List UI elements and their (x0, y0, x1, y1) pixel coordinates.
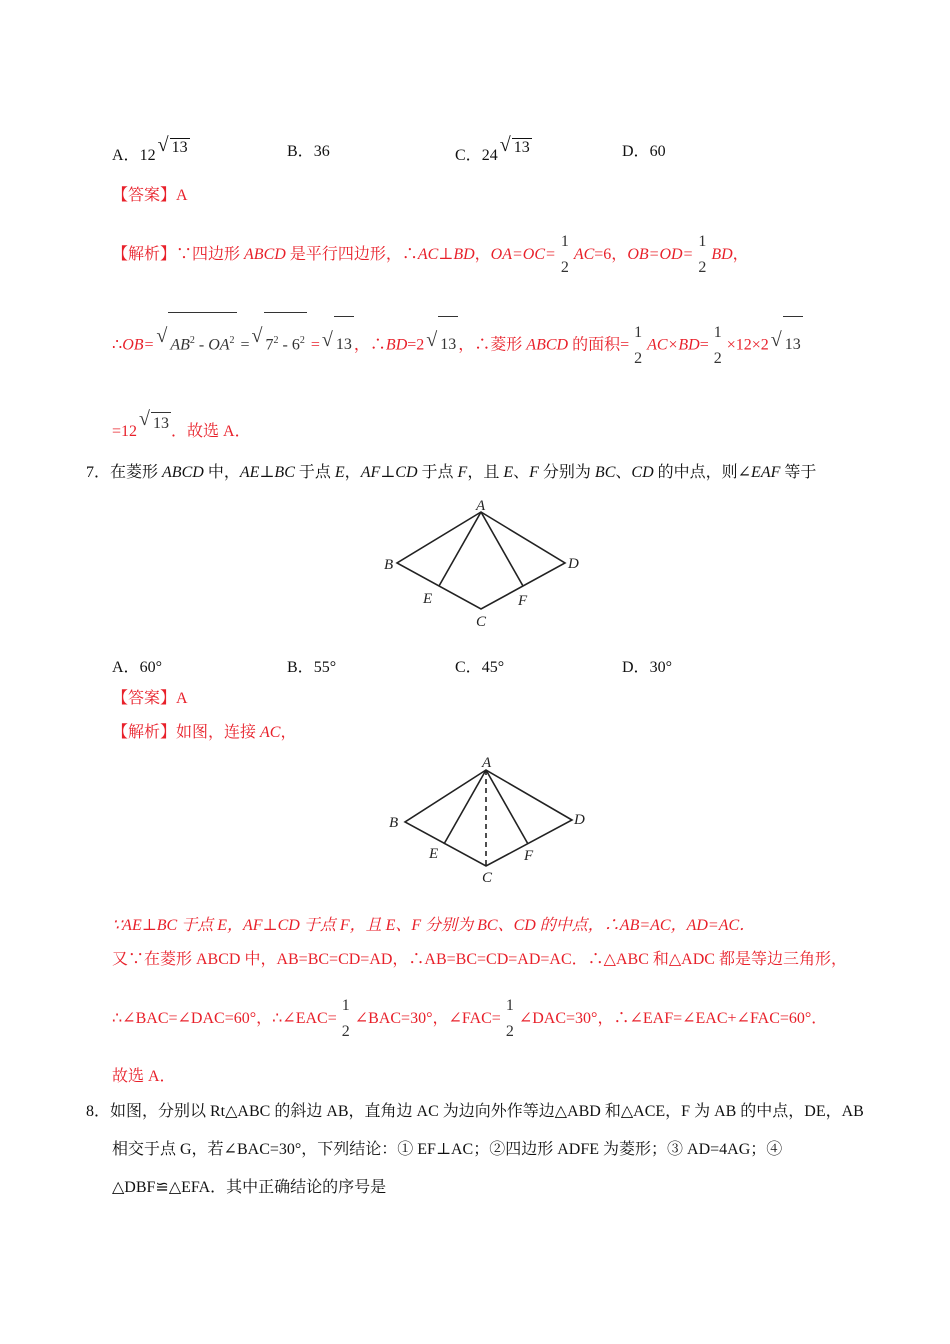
q7-analysis-s1: ∵AE⊥BC 于点 E，AF⊥CD 于点 F，且 E、F 分别为 BC、CD 的中点，∴AB=AC，AD=AC． (112, 917, 756, 934)
q7-label-a: A (476, 498, 486, 514)
q7-fig2-label-e: E (429, 846, 439, 862)
q7-fig2-label-d: D (574, 812, 585, 828)
q6-option-a: A．12 √ 13 (112, 138, 190, 165)
q7-option-b: B．55° (287, 659, 337, 676)
q7-label-f: F (518, 593, 528, 609)
q7-option-a: A．60° (112, 659, 162, 676)
q7-fig2-label-c: C (482, 870, 493, 886)
q7-analysis-intro: 【解析】如图，连接 AC， (112, 724, 297, 741)
q7-rhombus-figure (375, 495, 595, 640)
q7-stem: 7．在菱形 ABCD 中，AE⊥BC 于点 E，AF⊥CD 于点 F，且 E、F 分别为 BC、CD 的中点，则∠EAF 等于 (86, 464, 817, 481)
q7-label-c: C (476, 614, 487, 630)
q7-label-d: D (568, 556, 579, 572)
q6-option-c: C．24 √ 13 (455, 138, 532, 165)
q7-label-b: B (384, 557, 394, 573)
q8-line3: △DBF≌△EFA．其中正确结论的序号是 (112, 1179, 387, 1196)
q6-analysis-line1: 【解析】∵四边形 ABCD 是平行四边形，∴AC⊥BD，OA=OC= 1 2 AC=6，OB=OD= 1 2 BD， (112, 233, 749, 277)
q7-analysis-s2: 又∵在菱形 ABCD 中，AB=BC=CD=AD，∴AB=BC=CD=AD=AC．∴△ABC 和△ADC 都是等边三角形， (112, 951, 847, 968)
q7-option-d: D．30° (622, 659, 672, 676)
q6-option-b: B．36 (287, 143, 330, 160)
q7-analysis-s4: 故选 A． (112, 1068, 176, 1085)
q6-option-d: D．60 (622, 143, 666, 160)
q6-analysis-line2: ∴OB= √ $AB^2 - OA^2$ = √ $7^2 - 6^2$ = √ 13 ，∴BD=2 √ 13 ，∴菱形 ABCD 的面积= 1 2 AC×BD= 1 2 ×12×2 √ 13 (112, 312, 803, 373)
q7-rhombus-figure-with-ac (378, 752, 598, 897)
q7-fig2-label-a: A (482, 755, 492, 771)
q7-analysis-s3: ∴∠BAC=∠DAC=60°，∴∠EAC= 1 2 ∠BAC=30°，∠FAC= 1 2 ∠DAC=30°，∴∠EAF=∠EAC+∠FAC=60°． (112, 997, 828, 1041)
q7-answer: 【答案】A (112, 690, 188, 707)
q6-analysis-line3: =12 √ 13 ．故选 A． (112, 412, 251, 443)
q7-label-e: E (423, 591, 433, 607)
q7-option-c: C．45° (455, 659, 505, 676)
q7-fig2-label-b: B (389, 815, 399, 831)
q8-line2: 相交于点 G，若∠BAC=30°，下列结论：① EF⊥AC；②四边形 ADFE 为菱形；③ AD=4AG；④ (112, 1141, 783, 1158)
q7-fig2-label-f: F (524, 848, 534, 864)
q8-line1: 8．如图，分别以 Rt△ABC 的斜边 AB，直角边 AC 为边向外作等边△ABD 和△ACE，F 为 AB 的中点，DE，AB (86, 1103, 864, 1120)
q6-answer: 【答案】A (112, 187, 188, 204)
